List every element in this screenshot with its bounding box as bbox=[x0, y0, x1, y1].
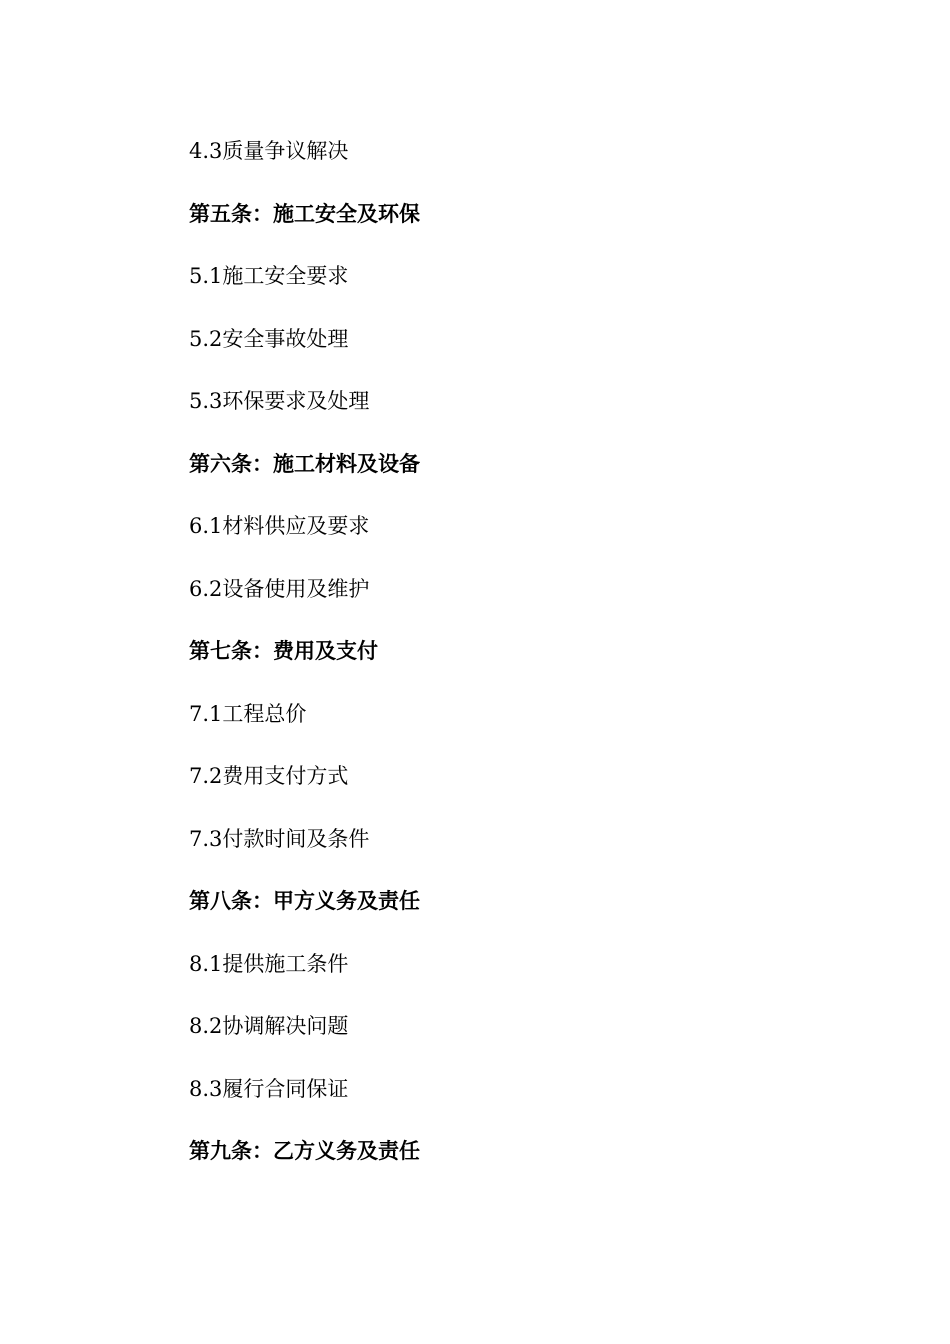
clause-item-5-2: 5.2安全事故处理 bbox=[189, 326, 349, 351]
clause-item-7-2: 7.2费用支付方式 bbox=[189, 764, 349, 788]
clause-item-8-2: 8.2协调解决问题 bbox=[189, 1014, 349, 1038]
clause-item-8-1: 8.1提供施工条件 bbox=[189, 951, 349, 976]
article-7-heading: 第七条：费用及支付 bbox=[189, 638, 378, 663]
clause-item-5-1: 5.1施工安全要求 bbox=[189, 264, 349, 288]
clause-item-8-3: 8.3履行合同保证 bbox=[189, 1076, 349, 1101]
article-5-heading: 第五条：施工安全及环保 bbox=[189, 200, 420, 226]
article-8-heading: 第八条：甲方义务及责任 bbox=[189, 888, 420, 913]
clause-item-5-3: 5.3环保要求及处理 bbox=[189, 389, 370, 413]
clause-item-6-2: 6.2设备使用及维护 bbox=[189, 576, 370, 601]
clause-item-7-3: 7.3付款时间及条件 bbox=[189, 826, 370, 851]
clause-item-4-3: 4.3质量争议解决 bbox=[189, 139, 349, 163]
article-9-heading: 第九条：乙方义务及责任 bbox=[189, 1138, 420, 1163]
article-6-heading: 第六条：施工材料及设备 bbox=[189, 450, 420, 476]
clause-item-6-1: 6.1材料供应及要求 bbox=[189, 514, 370, 538]
clause-item-7-1: 7.1工程总价 bbox=[189, 701, 307, 726]
document-body bbox=[189, 132, 829, 1195]
